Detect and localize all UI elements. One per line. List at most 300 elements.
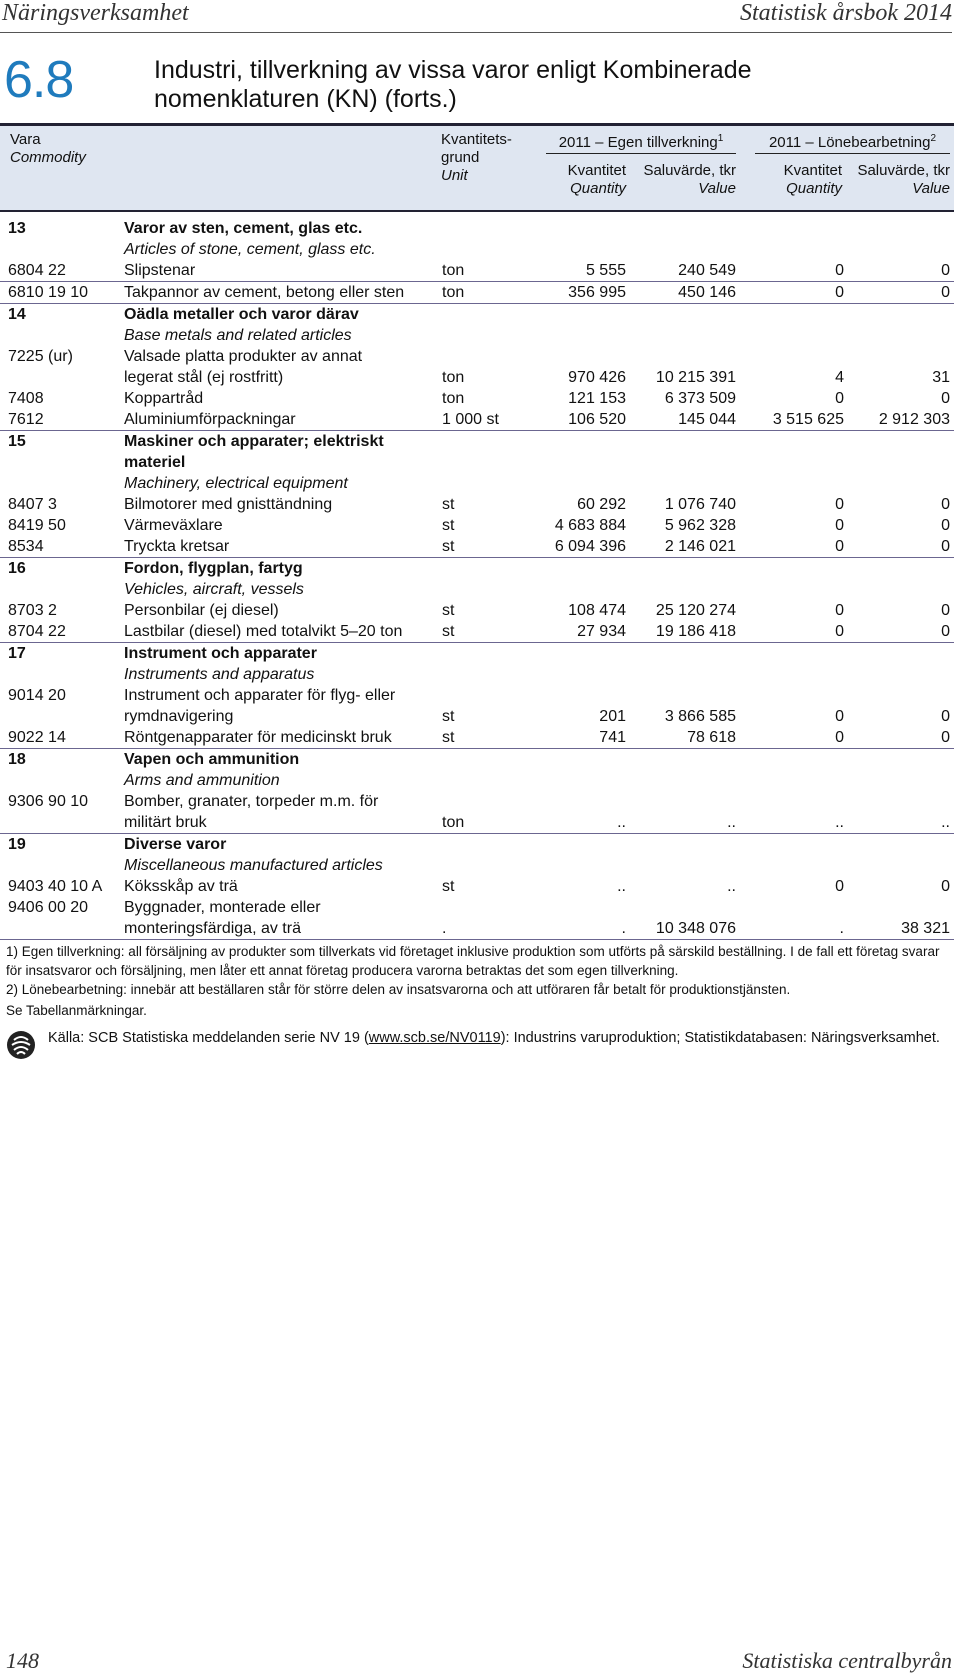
cell-v2 (848, 834, 954, 856)
cell-code: 8407 3 (8, 496, 57, 513)
group-lonebearbetning: 2011 – Lönebearbetning$^2$ (768, 133, 937, 151)
cell-q1 (546, 304, 630, 326)
section-title: Industri, tillverkning av vissa varor enligt Kombinerade nomenklaturen (KN) (forts.) (154, 56, 752, 113)
cell-name: Röntgenapparater för medicinskt bruk (116, 727, 434, 749)
cell-q2: .. (740, 812, 848, 834)
cell-q2: . (740, 918, 848, 940)
table-row (0, 218, 954, 239)
table-row (0, 388, 954, 409)
cell-name: Värmeväxlare (124, 517, 223, 534)
col-val2-en: Value (912, 180, 950, 197)
cell-v1: 2 146 021 (630, 536, 740, 558)
cell-name: Miscellaneous manufactured articles (124, 857, 383, 874)
table-row (0, 304, 954, 326)
cell-code: 8703 2 (8, 602, 57, 619)
cell-q1: 121 153 (568, 390, 626, 407)
cell-q1: . (546, 918, 630, 940)
cell-name: Machinery, electrical equipment (124, 475, 348, 492)
cell-q1 (546, 855, 630, 876)
cell-q1 (546, 664, 630, 685)
cell-v2: 0 (941, 496, 950, 513)
cell-v2: .. (848, 812, 954, 834)
cell-code: 9406 00 20 (8, 899, 89, 916)
cell-code: 9403 40 10 A (8, 878, 103, 895)
table-notes-reference: Se Tabellanmärkningar. (6, 1003, 147, 1018)
cell-v2 (848, 558, 954, 580)
cell-v1: .. (630, 812, 740, 834)
cell-q1 (546, 239, 630, 260)
cell-q1: 6 094 396 (546, 536, 630, 558)
cell-code: 19 (8, 836, 26, 853)
cell-v2: 0 (848, 621, 954, 643)
cell-q1 (546, 325, 630, 346)
cell-name: monteringsfärdiga, av trä (116, 918, 434, 940)
table-body (0, 218, 954, 940)
cell-unit (434, 791, 546, 812)
cell-v2 (848, 218, 954, 239)
cell-unit (434, 664, 546, 685)
cell-q2: 0 (835, 602, 844, 619)
cell-v2 (848, 770, 954, 791)
cell-v1: 10 348 076 (630, 918, 740, 940)
cell-unit (434, 346, 546, 367)
col-unit-sv-2: grund (441, 149, 480, 166)
cell-v2: 0 (941, 390, 950, 407)
cell-name: rymdnavigering (124, 708, 234, 725)
cell-code (0, 770, 116, 791)
cell-q2: 0 (740, 260, 848, 282)
cell-q2 (740, 346, 848, 367)
publisher-name: Statistiska centralbyrån (742, 1648, 952, 1673)
running-header (0, 0, 952, 33)
cell-unit: st (434, 727, 546, 749)
cell-code: 14 (8, 306, 26, 323)
cell-v1 (630, 834, 740, 856)
cell-q2 (740, 579, 848, 600)
cell-v2: 0 (941, 708, 950, 725)
cell-v2 (848, 239, 954, 260)
cell-q1 (546, 770, 630, 791)
cell-unit (434, 749, 546, 771)
cell-v2 (848, 791, 954, 812)
table-row (0, 855, 954, 876)
cell-v1 (630, 304, 740, 326)
table-row (0, 558, 954, 580)
scb-logo-icon (6, 1030, 36, 1060)
cell-q2 (740, 643, 848, 665)
source-prefix: Källa: SCB Statistiska meddelanden serie NV 19 ( (48, 1030, 369, 1046)
cell-code: 8534 (0, 536, 116, 558)
cell-q1: .. (546, 812, 630, 834)
group1-rule (546, 153, 736, 154)
cell-q2 (740, 218, 848, 239)
cell-q1: 60 292 (577, 496, 626, 513)
table-row (0, 494, 954, 515)
cell-v1 (630, 431, 740, 453)
cell-name: Köksskåp av trä (124, 878, 238, 895)
cell-name: Arms and ammunition (124, 772, 280, 789)
cell-v2 (848, 749, 954, 771)
cell-unit: ton (434, 282, 546, 304)
table-row (0, 282, 954, 304)
cell-unit (434, 431, 546, 453)
cell-unit (434, 897, 546, 918)
cell-name: Fordon, flygplan, fartyg (124, 560, 303, 577)
source-suffix: ): Industrins varuproduktion; Statistikdatabasen: Näringsverksamhet. (500, 1030, 940, 1046)
cell-unit: st (442, 602, 455, 619)
cell-q1 (546, 643, 630, 665)
chapter-name: Näringsverksamhet (2, 0, 189, 26)
cell-v1 (630, 643, 740, 665)
cell-name: Varor av sten, cement, glas etc. (124, 220, 363, 237)
cell-name: Instrument och apparater (124, 645, 317, 662)
cell-v1 (630, 791, 740, 812)
cell-v1: 78 618 (630, 727, 740, 749)
cell-q1 (546, 834, 630, 856)
table-row (0, 600, 954, 621)
source-block (6, 1028, 946, 1048)
table-row (0, 579, 954, 600)
cell-v1: 3 866 585 (664, 708, 736, 725)
cell-name: militärt bruk (116, 812, 434, 834)
cell-unit: ton (442, 390, 465, 407)
cell-q2 (740, 431, 848, 453)
cell-q2: 0 (740, 282, 848, 304)
cell-v1 (630, 855, 740, 876)
cell-q1 (546, 346, 630, 367)
cell-v1: 240 549 (630, 260, 740, 282)
cell-unit: 1 000 st (434, 409, 546, 431)
cell-v2: 2 912 303 (848, 409, 954, 431)
cell-code: 18 (8, 751, 26, 768)
cell-code (0, 579, 116, 600)
cell-q1: 108 474 (568, 602, 626, 619)
cell-v2: 0 (848, 536, 954, 558)
col-unit-en: Unit (441, 167, 468, 184)
cell-code: 7612 (0, 409, 116, 431)
table-row (0, 685, 954, 706)
cell-name: Diverse varor (124, 836, 227, 853)
cell-name: Personbilar (ej diesel) (124, 602, 279, 619)
cell-code: 16 (8, 560, 26, 577)
cell-v1 (630, 558, 740, 580)
cell-v1 (630, 664, 740, 685)
cell-q2: 4 (835, 369, 844, 386)
table-row (0, 367, 954, 388)
cell-q1 (546, 579, 630, 600)
cell-q2 (740, 855, 848, 876)
cell-name: Slipstenar (116, 260, 434, 282)
cell-v1 (630, 239, 740, 260)
cell-unit (434, 218, 546, 239)
cell-code: 15 (8, 433, 26, 450)
cell-name: Valsade platta produkter av annat (124, 348, 363, 365)
cell-q1 (546, 473, 630, 494)
cell-v1 (630, 325, 740, 346)
cell-name: Lastbilar (diesel) med totalvikt 5–20 ton (116, 621, 434, 643)
cell-q1 (546, 452, 630, 473)
page-number: 148 (6, 1648, 39, 1673)
col-qty1-sv: Kvantitet (567, 162, 626, 179)
cell-code: 8419 50 (8, 517, 66, 534)
table-row (0, 812, 954, 834)
cell-v2: 0 (848, 260, 954, 282)
cell-code (0, 918, 116, 940)
cell-q1: .. (617, 878, 626, 895)
cell-unit (434, 452, 546, 473)
cell-q2: 0 (740, 536, 848, 558)
cell-q2 (740, 749, 848, 771)
col-qty2-en: Quantity (786, 180, 842, 197)
footnotes (6, 942, 946, 1020)
cell-unit: . (434, 918, 546, 940)
cell-v2 (848, 325, 954, 346)
cell-unit (434, 473, 546, 494)
col-vara: Vara (10, 131, 41, 148)
cell-q2: 0 (835, 708, 844, 725)
footnote-2: 2) Lönebearbetning: innebär att beställaren står för större delen av insatsvarorna och att utföraren får betalt för produktionstjänsten. (6, 982, 791, 997)
cell-code (0, 473, 116, 494)
cell-v1: 25 120 274 (655, 602, 736, 619)
cell-v1 (630, 770, 740, 791)
col-qty2-sv: Kvantitet (783, 162, 842, 179)
col-val1-en: Value (698, 180, 736, 197)
cell-code (0, 367, 116, 388)
cell-name: Byggnader, monterade eller (124, 899, 321, 916)
cell-name: Instrument och apparater för flyg- eller (124, 687, 396, 704)
cell-q2: 0 (740, 727, 848, 749)
cell-q1: 356 995 (546, 282, 630, 304)
cell-q2 (740, 664, 848, 685)
cell-q2 (740, 473, 848, 494)
source-text (48, 1028, 946, 1048)
cell-q2 (740, 685, 848, 706)
col-val2-sv: Saluvärde, tkr (857, 162, 950, 179)
cell-q1 (546, 558, 630, 580)
cell-code (0, 812, 116, 834)
cell-v2 (848, 643, 954, 665)
cell-v1 (630, 749, 740, 771)
cell-q1: 27 934 (546, 621, 630, 643)
cell-name: Oädla metaller och varor därav (124, 306, 359, 323)
cell-v2 (848, 664, 954, 685)
table-row (0, 918, 954, 940)
cell-v1 (630, 897, 740, 918)
source-link[interactable]: www.scb.se/NV0119 (368, 1030, 501, 1046)
cell-unit: st (442, 878, 455, 895)
cell-unit (434, 855, 546, 876)
cell-v1 (630, 579, 740, 600)
cell-code (0, 325, 116, 346)
cell-unit (434, 834, 546, 856)
cell-q1 (546, 897, 630, 918)
cell-v2 (848, 473, 954, 494)
cell-q1: 5 555 (546, 260, 630, 282)
cell-code: 9306 90 10 (8, 793, 89, 810)
cell-v1: 10 215 391 (655, 369, 736, 386)
table-row (0, 473, 954, 494)
cell-code: 9014 20 (8, 687, 66, 704)
group2-rule (755, 153, 950, 154)
cell-q1: 4 683 884 (554, 517, 626, 534)
table-row (0, 409, 954, 431)
cell-q1: 970 426 (568, 369, 626, 386)
cell-v2 (848, 452, 954, 473)
cell-unit (434, 770, 546, 791)
table-row (0, 515, 954, 536)
cell-code (0, 239, 116, 260)
cell-q2 (740, 304, 848, 326)
col-commodity: Commodity (10, 149, 86, 166)
cell-unit (434, 643, 546, 665)
cell-q2 (740, 452, 848, 473)
cell-code: 6804 22 (0, 260, 116, 282)
cell-q1: 106 520 (546, 409, 630, 431)
col-qty1-en: Quantity (570, 180, 626, 197)
cell-q1 (546, 749, 630, 771)
cell-unit (434, 325, 546, 346)
cell-name: legerat stål (ej rostfritt) (124, 369, 284, 386)
cell-unit: ton (442, 369, 465, 386)
cell-name: Vehicles, aircraft, vessels (124, 581, 304, 598)
cell-unit: st (442, 708, 455, 725)
cell-q2: 3 515 625 (740, 409, 848, 431)
table-row (0, 664, 954, 685)
cell-unit (434, 685, 546, 706)
col-val1-sv: Saluvärde, tkr (643, 162, 736, 179)
cell-q2: 0 (835, 878, 844, 895)
cell-v1: 19 186 418 (630, 621, 740, 643)
cell-v2: 0 (941, 878, 950, 895)
table-row (0, 727, 954, 749)
cell-v2: 0 (848, 282, 954, 304)
table-row (0, 239, 954, 260)
cell-name: Bomber, granater, torpeder m.m. för (124, 793, 379, 810)
cell-v2 (848, 431, 954, 453)
cell-v1 (630, 218, 740, 239)
cell-unit (434, 579, 546, 600)
section-number: 6.8 (4, 51, 74, 109)
cell-q2: 0 (740, 621, 848, 643)
col-unit-sv-1: Kvantitets- (441, 131, 512, 148)
cell-code: 17 (8, 645, 26, 662)
cell-q2 (740, 834, 848, 856)
table-row (0, 260, 954, 282)
cell-q2 (740, 770, 848, 791)
cell-name: Tryckta kretsar (116, 536, 434, 558)
cell-q2 (740, 558, 848, 580)
cell-code (0, 855, 116, 876)
group-egen-tillverkning: 2011 – Egen tillverkning$^1$ (558, 133, 724, 151)
cell-name: Vapen och ammunition (124, 751, 300, 768)
cell-q1 (546, 685, 630, 706)
cell-name: materiel (124, 454, 186, 471)
cell-v2 (848, 346, 954, 367)
cell-v2: 0 (941, 602, 950, 619)
table-row (0, 834, 954, 856)
cell-v2: 31 (932, 369, 950, 386)
cell-v2: 0 (941, 517, 950, 534)
cell-q2 (740, 791, 848, 812)
cell-unit: st (434, 621, 546, 643)
cell-v1: 5 962 328 (664, 517, 736, 534)
cell-q2: 0 (835, 496, 844, 513)
cell-v1: 1 076 740 (664, 496, 736, 513)
cell-q1 (546, 791, 630, 812)
cell-name: Aluminiumförpackningar (116, 409, 434, 431)
table-row (0, 621, 954, 643)
cell-code (0, 664, 116, 685)
cell-unit: ton (434, 812, 546, 834)
cell-name: Articles of stone, cement, glass etc. (124, 241, 376, 258)
cell-v1: 145 044 (630, 409, 740, 431)
cell-q2 (740, 897, 848, 918)
cell-unit: st (434, 536, 546, 558)
cell-v2 (848, 304, 954, 326)
cell-name: Base metals and related articles (124, 327, 352, 344)
cell-v1 (630, 473, 740, 494)
cell-unit: ton (434, 260, 546, 282)
cell-code: 7408 (8, 390, 44, 407)
table-row (0, 346, 954, 367)
cell-code: 9022 14 (0, 727, 116, 749)
table-row (0, 431, 954, 453)
cell-q2: 0 (835, 517, 844, 534)
cell-name: Instruments and apparatus (124, 666, 315, 683)
table-row (0, 897, 954, 918)
table-row (0, 770, 954, 791)
cell-unit: st (442, 496, 455, 513)
table-row (0, 536, 954, 558)
cell-v1: 6 373 509 (664, 390, 736, 407)
table-header (0, 123, 954, 212)
cell-unit (434, 558, 546, 580)
cell-name: Takpannor av cement, betong eller sten (116, 282, 434, 304)
footnote-1: 1) Egen tillverkning: all försäljning av produkter som tillverkats vid företaget inklusive produktion som utförts på särskild beställning. I de fall ett företag svarar för insatsvaror och försäljning, men låter ett annat företag producera varorna betraktas det som egen tillverkning. (6, 944, 940, 978)
cell-q2: 0 (835, 390, 844, 407)
cell-code: 6810 19 10 (0, 282, 116, 304)
cell-unit (434, 239, 546, 260)
cell-v2 (848, 855, 954, 876)
cell-q2 (740, 239, 848, 260)
cell-name: Koppartråd (124, 390, 204, 407)
cell-code (0, 452, 116, 473)
cell-name: Maskiner och apparater; elektriskt (124, 433, 384, 450)
cell-v1 (630, 452, 740, 473)
cell-q1 (546, 218, 630, 239)
data-table (0, 218, 954, 940)
cell-v2 (848, 897, 954, 918)
cell-v2: 0 (848, 727, 954, 749)
cell-v2 (848, 579, 954, 600)
cell-name: Bilmotorer med gnisttändning (124, 496, 333, 513)
cell-v2 (848, 685, 954, 706)
table-row (0, 706, 954, 727)
publication-name: Statistisk årsbok 2014 (739, 0, 952, 26)
table-row (0, 325, 954, 346)
cell-q1 (546, 431, 630, 453)
cell-q1: 741 (546, 727, 630, 749)
cell-v1: 450 146 (630, 282, 740, 304)
cell-code (0, 706, 116, 727)
table-row (0, 876, 954, 897)
cell-v1 (630, 346, 740, 367)
cell-v2: 38 321 (848, 918, 954, 940)
cell-v1: .. (727, 878, 736, 895)
table-row (0, 643, 954, 665)
cell-code: 7225 (ur) (8, 348, 73, 365)
cell-v1 (630, 685, 740, 706)
